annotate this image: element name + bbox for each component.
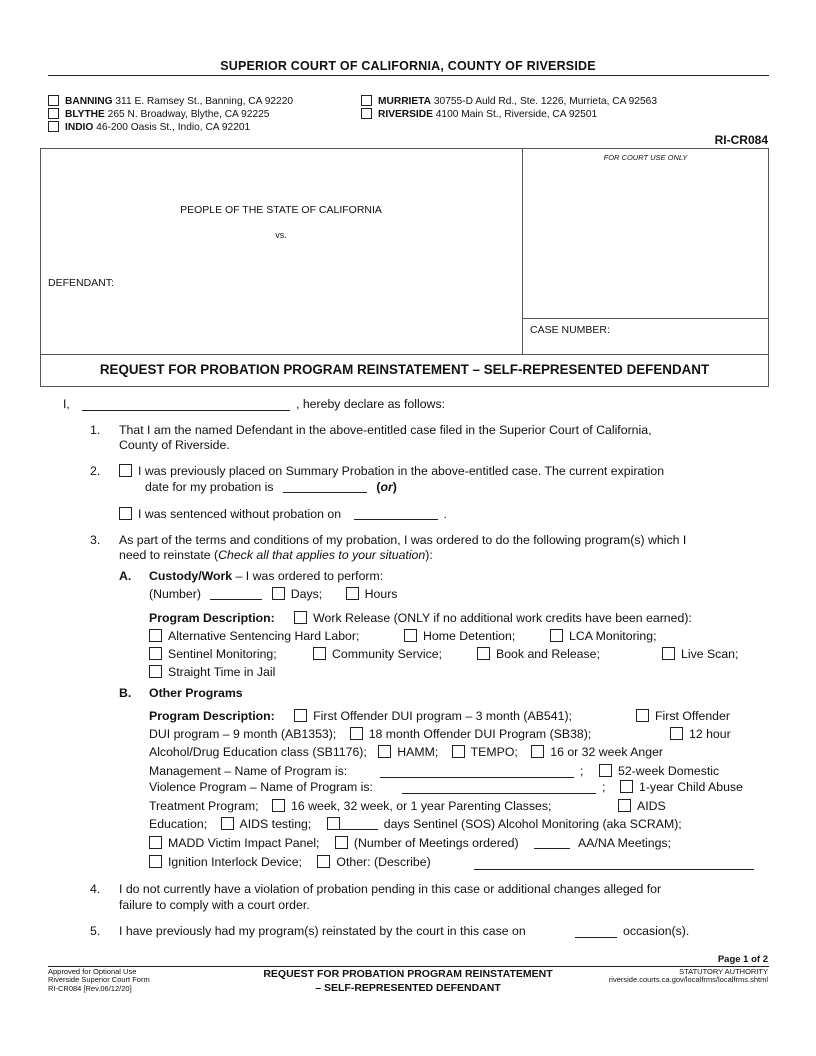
work-release-checkbox[interactable] [294, 611, 307, 624]
riverside-checkbox[interactable] [361, 108, 372, 119]
community-option: Community Service; [313, 647, 442, 661]
location-murrieta[interactable]: MURRIETA 30755-D Auld Rd., Ste. 1226, Murrieta, CA 92563 [361, 95, 657, 107]
court-use-label: FOR COURT USE ONLY [603, 153, 688, 162]
live-scan-checkbox[interactable] [662, 647, 675, 660]
other-row-3: Alcohol/Drug Education class (SB1176); HAMM; TEMPO; 16 or 32 week Anger [149, 745, 664, 759]
item2-line2: date for my probation is (or) [145, 480, 397, 494]
ignition-checkbox[interactable] [149, 855, 162, 868]
straight-time-option: Straight Time in Jail [149, 665, 275, 679]
lca-monitoring-checkbox[interactable] [550, 629, 563, 642]
declaration-i: I, [63, 397, 70, 411]
book-release-checkbox[interactable] [477, 647, 490, 660]
item5-end: occasion(s). [623, 924, 690, 938]
other-row-6: Treatment Program; 16 week, 32 week, or 1 year Parenting Classes; [149, 799, 552, 813]
child-abuse-checkbox[interactable] [620, 780, 633, 793]
first-offender-checkbox[interactable] [636, 709, 649, 722]
form-number: RI-CR084 [714, 133, 768, 147]
aids-testing-checkbox[interactable] [221, 817, 234, 830]
case-number-rule [522, 318, 769, 319]
hamm-checkbox[interactable] [378, 745, 391, 758]
semicolon-2: ; [602, 780, 606, 794]
vs-label: vs. [275, 230, 287, 240]
parenting-checkbox[interactable] [272, 799, 285, 812]
custody-number-field[interactable] [210, 587, 262, 600]
item1-num: 1. [90, 423, 101, 437]
dui-18-month-checkbox[interactable] [350, 727, 363, 740]
madd-checkbox[interactable] [149, 836, 162, 849]
anger-management-checkbox[interactable] [531, 745, 544, 758]
other-describe-field[interactable] [474, 856, 754, 870]
blythe-checkbox[interactable] [48, 108, 59, 119]
banning-checkbox[interactable] [48, 95, 59, 106]
days-checkbox[interactable] [272, 587, 285, 600]
caption-divider [522, 148, 523, 355]
meetings-count-field[interactable] [534, 836, 570, 849]
location-indio[interactable]: INDIO 46-200 Oasis St., Indio, CA 92201 [48, 121, 250, 133]
caption-box [40, 148, 769, 387]
footer-url[interactable]: riverside.courts.ca.gov/localfrms/localfrms.shtml [608, 975, 768, 984]
item4-num: 4. [90, 882, 101, 896]
sentinel-days-field[interactable] [340, 817, 378, 830]
item2-line1: I was previously placed on Summary Probation in the above-entitled case. The current expiration [119, 464, 664, 478]
anger-program-name-field[interactable] [380, 764, 574, 778]
tempo-checkbox[interactable] [452, 745, 465, 758]
header-rule [48, 75, 769, 76]
defendant-label: DEFENDANT: [48, 277, 114, 289]
child-abuse-option: 1-year Child Abuse [620, 780, 743, 794]
sentence-date-field[interactable] [354, 507, 438, 520]
community-service-checkbox[interactable] [313, 647, 326, 660]
home-detention-option: Home Detention; [404, 629, 515, 643]
people-label: PEOPLE OF THE STATE OF CALIFORNIA [180, 204, 382, 216]
home-detention-checkbox[interactable] [404, 629, 417, 642]
footer-title-2: – SELF-REPRESENTED DEFENDANT [315, 982, 501, 994]
footer-revision: RI-CR084 [Rev.06/12/20] [48, 984, 132, 993]
summary-probation-checkbox[interactable] [119, 464, 132, 477]
footer-approved: Approved for Optional Use [48, 967, 137, 976]
other-row-5: Violence Program – Name of Program is: [149, 780, 373, 794]
aids-education-checkbox[interactable] [618, 799, 631, 812]
other-row-4: Management – Name of Program is: [149, 764, 348, 778]
sentinel-option: Sentinel Monitoring; [149, 647, 277, 661]
footer-rule [48, 966, 769, 967]
expiration-date-field[interactable] [283, 480, 367, 493]
live-scan-option: Live Scan; [662, 647, 738, 661]
violence-program-name-field[interactable] [402, 780, 596, 794]
straight-time-checkbox[interactable] [149, 665, 162, 678]
domestic-violence-checkbox[interactable] [599, 764, 612, 777]
dui-3-month-checkbox[interactable] [294, 709, 307, 722]
domestic-option: 52-week Domestic [599, 764, 719, 778]
lca-option: LCA Monitoring; [550, 629, 657, 643]
item5-num: 5. [90, 924, 101, 938]
declaration-text: , hereby declare as follows: [296, 397, 446, 411]
item2-num: 2. [90, 464, 101, 478]
aa-na-checkbox[interactable] [335, 836, 348, 849]
semicolon-1: ; [580, 764, 584, 778]
section-b-title: Other Programs [149, 686, 243, 700]
case-number-label: CASE NUMBER: [530, 324, 610, 336]
item4-line1: I do not currently have a violation of probation pending in this case or additional changes alleged for [119, 882, 662, 896]
footer-title-1: REQUEST FOR PROBATION PROGRAM REINSTATEMENT [263, 968, 553, 980]
page-number: Page 1 of 2 [717, 954, 768, 965]
footer-authority: STATUTORY AUTHORITY [679, 967, 768, 976]
location-banning[interactable]: BANNING 311 E. Ramsey St., Banning, CA 92220 [48, 95, 293, 107]
court-title: SUPERIOR COURT OF CALIFORNIA, COUNTY OF RIVERSIDE [220, 59, 596, 73]
section-a-letter: A. [119, 569, 132, 583]
book-release-option: Book and Release; [477, 647, 600, 661]
footer-court-form: Riverside Superior Court Form [48, 975, 150, 984]
first-offender-option: First Offender [636, 709, 730, 723]
item4-line2: failure to comply with a court order. [119, 898, 310, 912]
item3-num: 3. [90, 533, 101, 547]
other-row-9: Ignition Interlock Device; Other: (Describe) [149, 855, 431, 869]
alt-sentencing-checkbox[interactable] [149, 629, 162, 642]
custody-row-1: Program Description: Work Release (ONLY if no additional work credits have been earned): [149, 611, 692, 625]
indio-checkbox[interactable] [48, 121, 59, 132]
sentinel-monitoring-checkbox[interactable] [149, 647, 162, 660]
item2-alt: I was sentenced without probation on . [119, 507, 447, 521]
other-row-7: Education; AIDS testing; days Sentinel (SOS) Alcohol Monitoring (aka SCRAM); [149, 817, 682, 831]
other-row-1: Program Description: First Offender DUI program – 3 month (AB541); [149, 709, 572, 723]
other-checkbox[interactable] [317, 855, 330, 868]
other-row-2: DUI program – 9 month (AB1353); 18 month Offender DUI Program (SB38); [149, 727, 592, 741]
occasions-field[interactable] [575, 924, 617, 938]
declarant-name-field[interactable] [82, 397, 290, 411]
location-riverside[interactable]: RIVERSIDE 4100 Main St., Riverside, CA 92501 [361, 108, 597, 120]
item1-line2: County of Riverside. [119, 438, 230, 452]
custody-number-row: (Number) Days; Hours [149, 587, 398, 601]
12-hour-option: 12 hour [670, 727, 731, 741]
aids-option: AIDS [618, 799, 666, 813]
item1-line1: That I am the named Defendant in the above-entitled case filed in the Superior Court of California, [119, 423, 652, 437]
custody-row-2: Alternative Sentencing Hard Labor; [149, 629, 359, 643]
12-hour-checkbox[interactable] [670, 727, 683, 740]
title-rule [40, 354, 769, 355]
murrieta-checkbox[interactable] [361, 95, 372, 106]
or-label: (or) [376, 480, 397, 494]
location-blythe[interactable]: BLYTHE 265 N. Broadway, Blythe, CA 92225 [48, 108, 269, 120]
item3-line2: need to reinstate (Check all that applies to your situation): [119, 548, 433, 562]
other-row-8: MADD Victim Impact Panel; (Number of Meetings ordered) AA/NA Meetings; [149, 836, 671, 850]
hours-checkbox[interactable] [346, 587, 359, 600]
form-title: REQUEST FOR PROBATION PROGRAM REINSTATEMENT – SELF-REPRESENTED DEFENDANT [99, 362, 710, 377]
item5-text: I have previously had my program(s) reinstated by the court in this case on [119, 924, 526, 938]
item3-line1: As part of the terms and conditions of my probation, I was ordered to do the following program(s) which I [119, 533, 687, 547]
section-a-title: Custody/Work – I was ordered to perform: [149, 569, 384, 583]
section-b-letter: B. [119, 686, 132, 700]
no-probation-checkbox[interactable] [119, 507, 132, 520]
sentinel-sos-checkbox[interactable] [327, 817, 340, 830]
